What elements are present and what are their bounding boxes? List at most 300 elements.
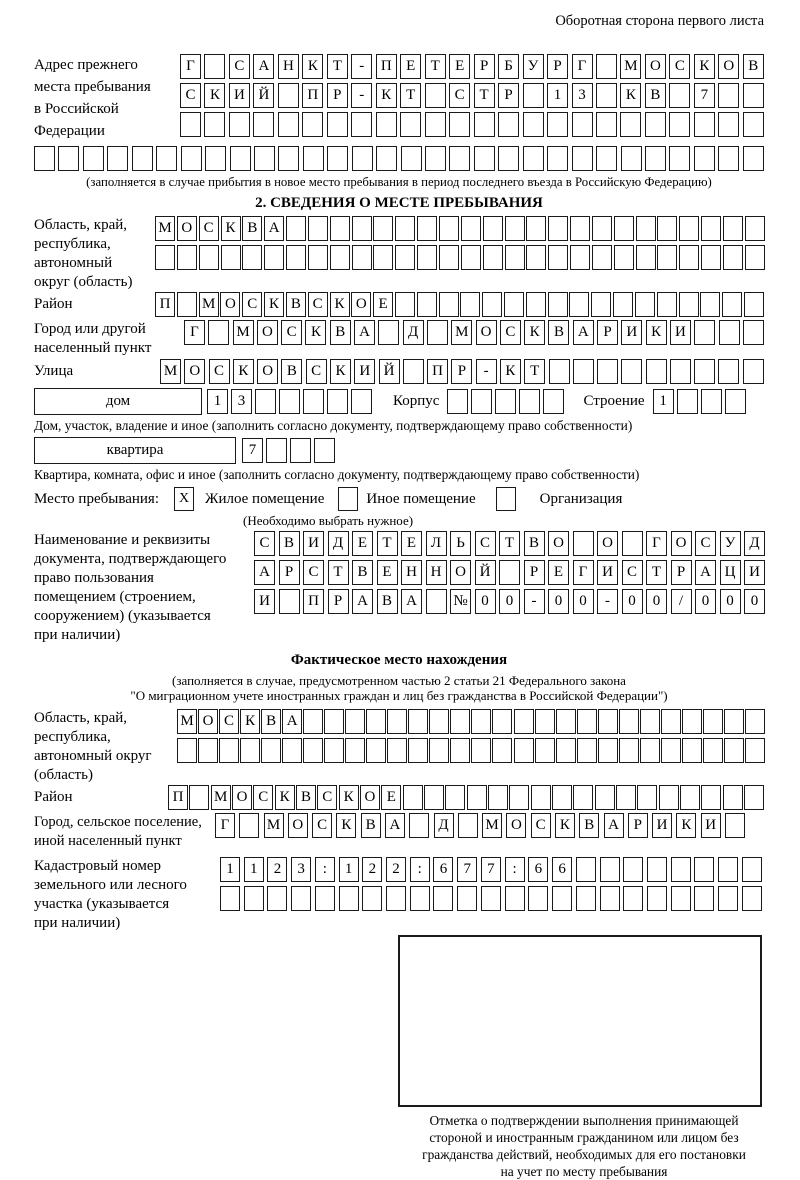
char-cell[interactable] — [570, 216, 590, 241]
char-cell[interactable] — [598, 709, 618, 734]
char-cell[interactable]: Ц — [720, 560, 741, 585]
char-cell[interactable] — [703, 709, 723, 734]
char-cell[interactable] — [718, 146, 739, 171]
char-cell[interactable]: 1 — [547, 83, 568, 108]
char-cell[interactable] — [449, 146, 470, 171]
char-cell[interactable]: К — [524, 320, 545, 345]
char-cell[interactable] — [279, 389, 300, 414]
char-cell[interactable]: М — [264, 813, 284, 838]
char-cell[interactable]: Т — [425, 54, 446, 79]
char-cell[interactable] — [242, 245, 262, 270]
char-cell[interactable] — [572, 146, 593, 171]
char-cell[interactable]: Д — [434, 813, 454, 838]
char-cell[interactable] — [670, 359, 691, 384]
char-cell[interactable] — [523, 83, 544, 108]
char-cell[interactable]: 0 — [720, 589, 741, 614]
char-cell[interactable]: Е — [548, 560, 569, 585]
char-cell[interactable]: М — [199, 292, 219, 317]
char-cell[interactable] — [661, 709, 681, 734]
char-cell[interactable]: Е — [400, 54, 421, 79]
char-cell[interactable] — [330, 245, 350, 270]
char-cell[interactable]: И — [670, 320, 691, 345]
char-cell[interactable] — [366, 709, 386, 734]
char-cell[interactable] — [569, 292, 589, 317]
char-cell[interactable] — [505, 886, 525, 911]
char-cell[interactable]: Р — [279, 560, 300, 585]
char-cell[interactable] — [221, 245, 241, 270]
char-cell[interactable]: В — [286, 292, 306, 317]
char-cell[interactable] — [701, 216, 721, 241]
char-cell[interactable] — [345, 709, 365, 734]
char-cell[interactable] — [240, 738, 260, 763]
char-cell[interactable] — [220, 886, 240, 911]
char-cell[interactable]: М — [620, 54, 641, 79]
checkbox-organization[interactable] — [496, 487, 516, 511]
char-cell[interactable] — [198, 738, 218, 763]
char-cell[interactable]: В — [242, 216, 262, 241]
char-cell[interactable]: 0 — [744, 589, 765, 614]
char-cell[interactable] — [499, 560, 520, 585]
char-cell[interactable] — [616, 785, 636, 810]
char-cell[interactable] — [745, 245, 765, 270]
char-cell[interactable] — [483, 216, 503, 241]
char-cell[interactable]: М — [160, 359, 181, 384]
char-cell[interactable] — [514, 738, 534, 763]
char-cell[interactable] — [657, 245, 677, 270]
char-cell[interactable] — [671, 857, 691, 882]
char-cell[interactable] — [719, 320, 740, 345]
char-cell[interactable] — [556, 738, 576, 763]
char-cell[interactable] — [433, 886, 453, 911]
char-cell[interactable]: О — [450, 560, 471, 585]
char-cell[interactable]: С — [669, 54, 690, 79]
char-cell[interactable] — [278, 112, 299, 137]
char-cell[interactable]: 7 — [457, 857, 477, 882]
char-cell[interactable]: А — [573, 320, 594, 345]
char-cell[interactable] — [745, 216, 765, 241]
char-cell[interactable] — [669, 146, 690, 171]
char-cell[interactable]: Е — [352, 531, 373, 556]
char-cell[interactable]: И — [254, 589, 275, 614]
char-cell[interactable] — [543, 389, 564, 414]
char-cell[interactable] — [645, 112, 666, 137]
char-cell[interactable] — [636, 216, 656, 241]
char-cell[interactable] — [659, 785, 679, 810]
char-cell[interactable]: О — [548, 531, 569, 556]
char-cell[interactable]: 1 — [207, 389, 228, 414]
char-cell[interactable]: 0 — [622, 589, 643, 614]
char-cell[interactable] — [450, 738, 470, 763]
char-cell[interactable] — [314, 438, 335, 463]
char-cell[interactable] — [637, 785, 657, 810]
char-cell[interactable] — [669, 83, 690, 108]
char-cell[interactable]: - — [476, 359, 497, 384]
char-cell[interactable] — [742, 857, 762, 882]
char-cell[interactable]: 0 — [695, 589, 716, 614]
char-cell[interactable]: С — [695, 531, 716, 556]
char-cell[interactable]: О — [198, 709, 218, 734]
char-cell[interactable] — [449, 112, 470, 137]
char-cell[interactable]: А — [253, 54, 274, 79]
char-cell[interactable] — [548, 245, 568, 270]
char-cell[interactable] — [351, 112, 372, 137]
char-cell[interactable] — [572, 112, 593, 137]
char-cell[interactable] — [591, 292, 611, 317]
char-cell[interactable] — [482, 292, 502, 317]
char-cell[interactable]: С — [500, 320, 521, 345]
char-cell[interactable] — [366, 738, 386, 763]
char-cell[interactable]: 7 — [694, 83, 715, 108]
char-cell[interactable]: У — [720, 531, 741, 556]
char-cell[interactable]: : — [505, 857, 525, 882]
char-cell[interactable]: Р — [671, 560, 692, 585]
char-cell[interactable]: Р — [498, 83, 519, 108]
char-cell[interactable]: 6 — [528, 857, 548, 882]
char-cell[interactable] — [303, 389, 324, 414]
char-cell[interactable] — [535, 738, 555, 763]
char-cell[interactable] — [282, 738, 302, 763]
char-cell[interactable] — [636, 245, 656, 270]
char-cell[interactable] — [373, 216, 393, 241]
char-cell[interactable]: Т — [524, 359, 545, 384]
char-cell[interactable]: К — [646, 320, 667, 345]
char-cell[interactable]: К — [500, 359, 521, 384]
char-cell[interactable] — [623, 857, 643, 882]
char-cell[interactable]: В — [524, 531, 545, 556]
char-cell[interactable] — [548, 216, 568, 241]
char-cell[interactable] — [83, 146, 104, 171]
char-cell[interactable] — [339, 886, 359, 911]
char-cell[interactable] — [744, 292, 764, 317]
char-cell[interactable]: В — [377, 589, 398, 614]
char-cell[interactable]: К — [264, 292, 284, 317]
char-cell[interactable]: Р — [474, 54, 495, 79]
char-cell[interactable] — [613, 292, 633, 317]
char-cell[interactable] — [614, 216, 634, 241]
char-cell[interactable] — [424, 785, 444, 810]
char-cell[interactable]: Г — [573, 560, 594, 585]
char-cell[interactable] — [504, 292, 524, 317]
char-cell[interactable]: - — [351, 83, 372, 108]
char-cell[interactable] — [352, 216, 372, 241]
char-cell[interactable] — [177, 738, 197, 763]
char-cell[interactable] — [467, 785, 487, 810]
char-cell[interactable]: Л — [426, 531, 447, 556]
char-cell[interactable] — [677, 389, 698, 414]
char-cell[interactable] — [181, 146, 202, 171]
char-cell[interactable]: Й — [379, 359, 400, 384]
char-cell[interactable] — [592, 245, 612, 270]
char-cell[interactable]: С — [254, 531, 275, 556]
char-cell[interactable]: № — [450, 589, 471, 614]
char-cell[interactable]: Г — [646, 531, 667, 556]
char-cell[interactable]: Е — [373, 292, 393, 317]
char-cell[interactable] — [526, 292, 546, 317]
char-cell[interactable]: В — [330, 320, 351, 345]
char-cell[interactable] — [535, 709, 555, 734]
char-cell[interactable] — [481, 886, 501, 911]
char-cell[interactable]: Р — [628, 813, 648, 838]
char-cell[interactable] — [573, 785, 593, 810]
char-cell[interactable] — [303, 709, 323, 734]
char-cell[interactable] — [505, 245, 525, 270]
char-cell[interactable] — [495, 389, 516, 414]
char-cell[interactable] — [614, 245, 634, 270]
char-cell[interactable] — [327, 146, 348, 171]
char-cell[interactable] — [635, 292, 655, 317]
char-cell[interactable]: О — [257, 320, 278, 345]
char-cell[interactable]: В — [361, 813, 381, 838]
char-cell[interactable] — [352, 245, 372, 270]
char-cell[interactable]: Р — [327, 83, 348, 108]
char-cell[interactable]: 1 — [244, 857, 264, 882]
char-cell[interactable] — [694, 857, 714, 882]
char-cell[interactable]: В — [281, 359, 302, 384]
char-cell[interactable] — [694, 886, 714, 911]
char-cell[interactable]: О — [476, 320, 497, 345]
char-cell[interactable]: М — [482, 813, 502, 838]
char-cell[interactable]: Д — [328, 531, 349, 556]
char-cell[interactable]: О — [597, 531, 618, 556]
char-cell[interactable] — [471, 389, 492, 414]
char-cell[interactable] — [155, 245, 175, 270]
char-cell[interactable] — [514, 709, 534, 734]
char-cell[interactable]: К — [302, 54, 323, 79]
char-cell[interactable] — [303, 146, 324, 171]
char-cell[interactable]: В — [279, 531, 300, 556]
char-cell[interactable] — [703, 738, 723, 763]
char-cell[interactable] — [548, 292, 568, 317]
char-cell[interactable]: 7 — [242, 438, 263, 463]
char-cell[interactable]: П — [303, 589, 324, 614]
char-cell[interactable] — [286, 245, 306, 270]
char-cell[interactable] — [523, 112, 544, 137]
char-cell[interactable] — [253, 112, 274, 137]
char-cell[interactable]: - — [597, 589, 618, 614]
char-cell[interactable] — [679, 292, 699, 317]
char-cell[interactable] — [682, 738, 702, 763]
char-cell[interactable] — [547, 112, 568, 137]
char-cell[interactable] — [620, 112, 641, 137]
char-cell[interactable]: С — [281, 320, 302, 345]
checkbox-residential[interactable]: X — [174, 487, 194, 511]
char-cell[interactable]: С — [219, 709, 239, 734]
char-cell[interactable] — [395, 245, 415, 270]
char-cell[interactable]: Т — [328, 560, 349, 585]
char-cell[interactable]: С — [449, 83, 470, 108]
char-cell[interactable] — [519, 389, 540, 414]
char-cell[interactable] — [266, 438, 287, 463]
char-cell[interactable] — [425, 146, 446, 171]
char-cell[interactable] — [718, 83, 739, 108]
char-cell[interactable]: Ь — [450, 531, 471, 556]
char-cell[interactable]: Н — [426, 560, 447, 585]
char-cell[interactable] — [657, 292, 677, 317]
char-cell[interactable]: С — [242, 292, 262, 317]
char-cell[interactable]: К — [376, 83, 397, 108]
char-cell[interactable]: О — [671, 531, 692, 556]
char-cell[interactable]: С — [209, 359, 230, 384]
char-cell[interactable]: 7 — [481, 857, 501, 882]
char-cell[interactable] — [471, 709, 491, 734]
char-cell[interactable]: С — [229, 54, 250, 79]
char-cell[interactable] — [308, 216, 328, 241]
char-cell[interactable] — [401, 146, 422, 171]
char-cell[interactable] — [387, 709, 407, 734]
char-cell[interactable]: К — [694, 54, 715, 79]
char-cell[interactable]: С — [303, 560, 324, 585]
char-cell[interactable] — [679, 245, 699, 270]
char-cell[interactable] — [58, 146, 79, 171]
char-cell[interactable] — [378, 320, 399, 345]
char-cell[interactable] — [395, 216, 415, 241]
char-cell[interactable]: К — [275, 785, 295, 810]
char-cell[interactable] — [498, 112, 519, 137]
char-cell[interactable] — [286, 216, 306, 241]
char-cell[interactable] — [725, 813, 745, 838]
char-cell[interactable]: К — [620, 83, 641, 108]
char-cell[interactable] — [324, 709, 344, 734]
char-cell[interactable]: К — [240, 709, 260, 734]
char-cell[interactable] — [447, 389, 468, 414]
char-cell[interactable] — [386, 886, 406, 911]
char-cell[interactable]: К — [204, 83, 225, 108]
char-cell[interactable] — [34, 146, 55, 171]
char-cell[interactable] — [722, 292, 742, 317]
char-cell[interactable]: - — [524, 589, 545, 614]
char-cell[interactable] — [229, 112, 250, 137]
char-cell[interactable] — [725, 389, 746, 414]
char-cell[interactable] — [254, 146, 275, 171]
char-cell[interactable] — [474, 112, 495, 137]
char-cell[interactable]: П — [168, 785, 188, 810]
char-cell[interactable] — [327, 389, 348, 414]
char-cell[interactable] — [600, 857, 620, 882]
char-cell[interactable] — [600, 886, 620, 911]
char-cell[interactable]: : — [410, 857, 430, 882]
char-cell[interactable] — [598, 738, 618, 763]
char-cell[interactable] — [526, 245, 546, 270]
char-cell[interactable] — [526, 216, 546, 241]
char-cell[interactable]: 1 — [339, 857, 359, 882]
char-cell[interactable] — [723, 785, 743, 810]
char-cell[interactable]: С — [199, 216, 219, 241]
char-cell[interactable]: И — [303, 531, 324, 556]
char-cell[interactable] — [132, 146, 153, 171]
char-cell[interactable] — [647, 886, 667, 911]
char-cell[interactable] — [439, 245, 459, 270]
char-cell[interactable] — [302, 112, 323, 137]
char-cell[interactable]: И — [597, 560, 618, 585]
char-cell[interactable] — [255, 389, 276, 414]
char-cell[interactable] — [640, 709, 660, 734]
char-cell[interactable]: К — [221, 216, 241, 241]
char-cell[interactable] — [327, 112, 348, 137]
char-cell[interactable]: И — [354, 359, 375, 384]
char-cell[interactable]: К — [330, 359, 351, 384]
char-cell[interactable]: М — [155, 216, 175, 241]
char-cell[interactable] — [395, 292, 415, 317]
char-cell[interactable] — [362, 886, 382, 911]
char-cell[interactable]: Г — [215, 813, 235, 838]
char-cell[interactable]: С — [622, 560, 643, 585]
char-cell[interactable]: Б — [498, 54, 519, 79]
char-cell[interactable] — [622, 531, 643, 556]
char-cell[interactable] — [621, 146, 642, 171]
char-cell[interactable]: Т — [327, 54, 348, 79]
char-cell[interactable]: Н — [278, 54, 299, 79]
char-cell[interactable] — [744, 785, 764, 810]
char-cell[interactable]: К — [305, 320, 326, 345]
char-cell[interactable]: С — [253, 785, 273, 810]
char-cell[interactable] — [645, 146, 666, 171]
char-cell[interactable] — [700, 292, 720, 317]
char-cell[interactable] — [743, 146, 764, 171]
char-cell[interactable] — [177, 292, 197, 317]
char-cell[interactable] — [743, 359, 764, 384]
char-cell[interactable] — [576, 886, 596, 911]
char-cell[interactable]: О — [177, 216, 197, 241]
char-cell[interactable]: В — [296, 785, 316, 810]
char-cell[interactable]: И — [621, 320, 642, 345]
char-cell[interactable] — [528, 886, 548, 911]
char-cell[interactable]: А — [604, 813, 624, 838]
char-cell[interactable] — [743, 320, 764, 345]
char-cell[interactable]: Г — [184, 320, 205, 345]
char-cell[interactable] — [303, 738, 323, 763]
char-cell[interactable]: К — [555, 813, 575, 838]
char-cell[interactable] — [461, 216, 481, 241]
char-cell[interactable] — [291, 886, 311, 911]
char-cell[interactable]: А — [354, 320, 375, 345]
char-cell[interactable] — [457, 886, 477, 911]
char-cell[interactable] — [244, 886, 264, 911]
char-cell[interactable] — [718, 857, 738, 882]
char-cell[interactable]: - — [351, 54, 372, 79]
char-cell[interactable] — [619, 709, 639, 734]
char-cell[interactable] — [425, 112, 446, 137]
char-cell[interactable]: 0 — [573, 589, 594, 614]
char-cell[interactable]: П — [155, 292, 175, 317]
char-cell[interactable]: 1 — [653, 389, 674, 414]
char-cell[interactable]: И — [701, 813, 721, 838]
char-cell[interactable] — [556, 709, 576, 734]
char-cell[interactable] — [315, 886, 335, 911]
char-cell[interactable] — [278, 146, 299, 171]
char-cell[interactable]: 1 — [220, 857, 240, 882]
char-cell[interactable]: Р — [547, 54, 568, 79]
char-cell[interactable] — [577, 709, 597, 734]
char-cell[interactable] — [723, 245, 743, 270]
char-cell[interactable] — [621, 359, 642, 384]
char-cell[interactable] — [230, 146, 251, 171]
char-cell[interactable] — [669, 112, 690, 137]
char-cell[interactable] — [577, 738, 597, 763]
checkbox-other-premises[interactable] — [338, 487, 358, 511]
char-cell[interactable]: С — [180, 83, 201, 108]
char-cell[interactable] — [427, 320, 448, 345]
char-cell[interactable]: С — [308, 292, 328, 317]
char-cell[interactable] — [308, 245, 328, 270]
char-cell[interactable]: М — [451, 320, 472, 345]
char-cell[interactable] — [488, 785, 508, 810]
char-cell[interactable]: Р — [451, 359, 472, 384]
char-cell[interactable]: С — [317, 785, 337, 810]
char-cell[interactable] — [552, 785, 572, 810]
char-cell[interactable]: О — [257, 359, 278, 384]
char-cell[interactable]: 6 — [552, 857, 572, 882]
char-cell[interactable]: О — [220, 292, 240, 317]
